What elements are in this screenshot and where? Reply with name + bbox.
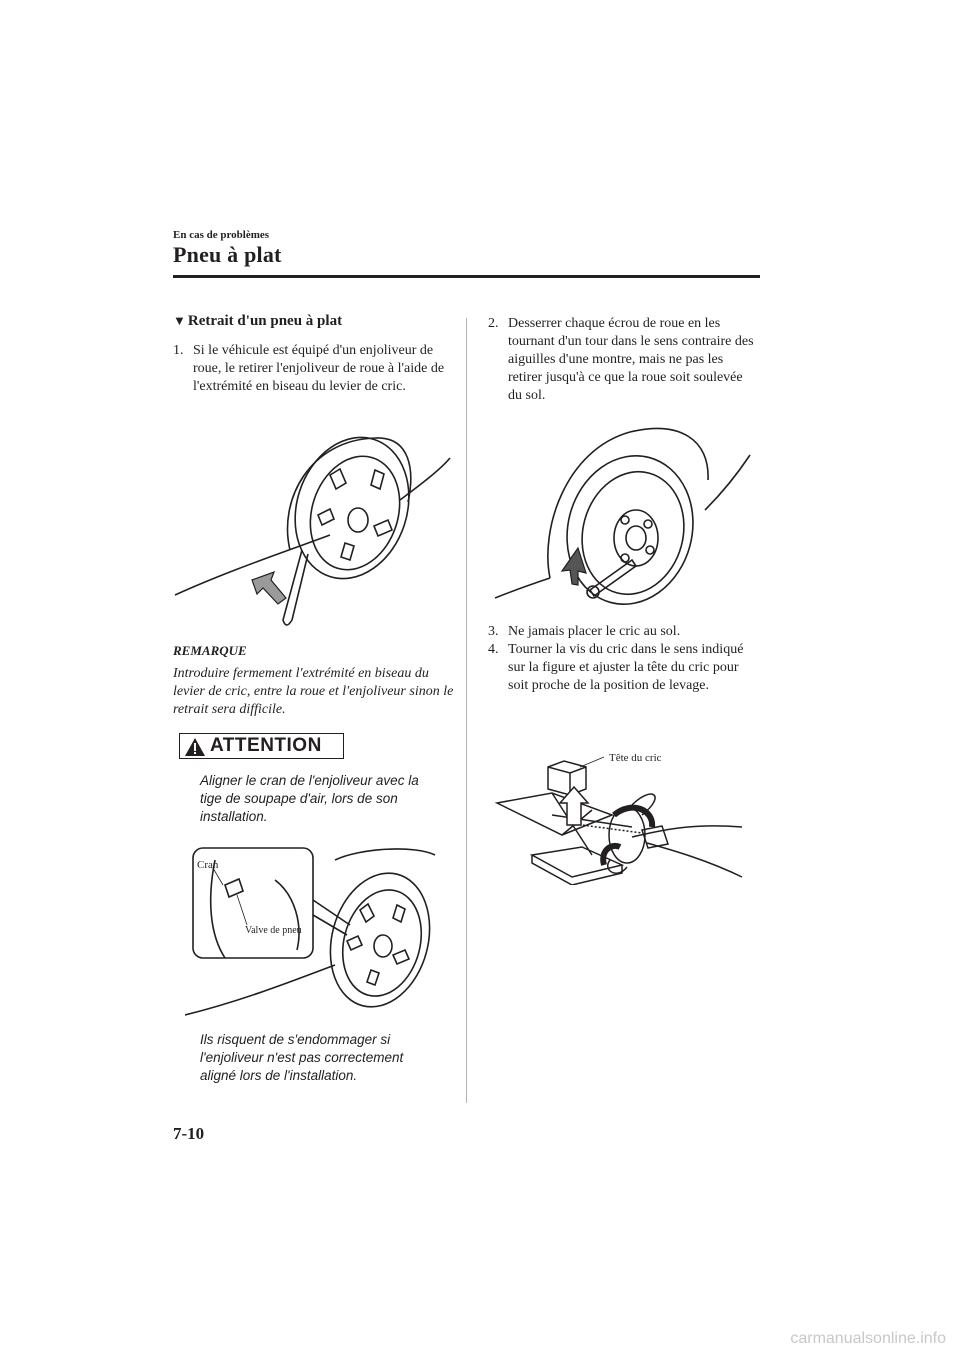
step-text: Ne jamais placer le cric au sol. xyxy=(508,624,681,639)
warning-triangle-icon xyxy=(184,737,206,757)
step-4 xyxy=(488,641,760,695)
step-text: Si le véhicule est équipé d'un enjoliveur de roue, le retirer l'enjoliveur de roue à l'aide de l'extrémité en biseau du levier de cric. xyxy=(193,343,445,394)
subhead xyxy=(173,313,342,330)
fig-label-cran: Cran xyxy=(197,859,219,871)
figure-valve-alignment xyxy=(185,840,440,1020)
section-label: En cas de problèmes xyxy=(173,229,270,241)
step-text: Desserrer chaque écrou de roue en les tournant d'un tour dans le sens contraire des aiguilles d'une montre, mais ne pas les retirer jusqu'à ce que la roue soit soulevée du sol. xyxy=(508,316,754,403)
figure-loosen-lug-nuts xyxy=(490,420,760,620)
arrow-icon xyxy=(562,548,586,585)
attention-text-1: Aligner le cran de l'enjoliveur avec la tige de soupape d'air, lors de son installation. xyxy=(200,773,419,824)
figure-hubcap-removal xyxy=(170,430,455,640)
step-number: 3. xyxy=(488,624,499,639)
watermark: carmanualsonline.info xyxy=(790,1330,946,1347)
step-number: 1. xyxy=(173,343,184,358)
arrow-icon xyxy=(252,572,286,604)
fig-label-jack-head: Tête du cric xyxy=(609,752,662,764)
step-number: 2. xyxy=(488,316,499,331)
figure-scissor-jack xyxy=(492,755,752,885)
page-number: 7-10 xyxy=(173,1124,205,1143)
column-divider xyxy=(466,318,467,1103)
note-heading: REMARQUE xyxy=(173,643,247,658)
attention-label: ATTENTION xyxy=(210,735,322,756)
triangle-down-icon: ▼ xyxy=(173,313,186,328)
subhead-text: Retrait d'un pneu à plat xyxy=(187,313,343,329)
header-rule xyxy=(173,275,760,278)
step-text: Tourner la vis du cric dans le sens indiqué sur la figure et ajuster la tête du cric pour soit proche de la position de levage. xyxy=(508,642,744,693)
page-title: Pneu à plat xyxy=(173,242,282,267)
rotation-arrow-icon xyxy=(603,846,620,865)
attention-text-2: Ils risquent de s'endommager si l'enjoliveur n'est pas correctement aligné lors de l'installation. xyxy=(200,1032,404,1083)
fig-label-valve: Valve de pneu xyxy=(245,925,302,936)
step-number: 4. xyxy=(488,642,499,657)
note-text: Introduire fermement l'extrémité en biseau du levier de cric, entre la roue et l'enjoliveur sinon le retrait sera difficile. xyxy=(173,666,454,717)
step-2 xyxy=(488,315,760,405)
step-3 xyxy=(488,623,760,641)
step-1 xyxy=(173,342,463,396)
rotation-arrow-icon xyxy=(614,808,652,827)
